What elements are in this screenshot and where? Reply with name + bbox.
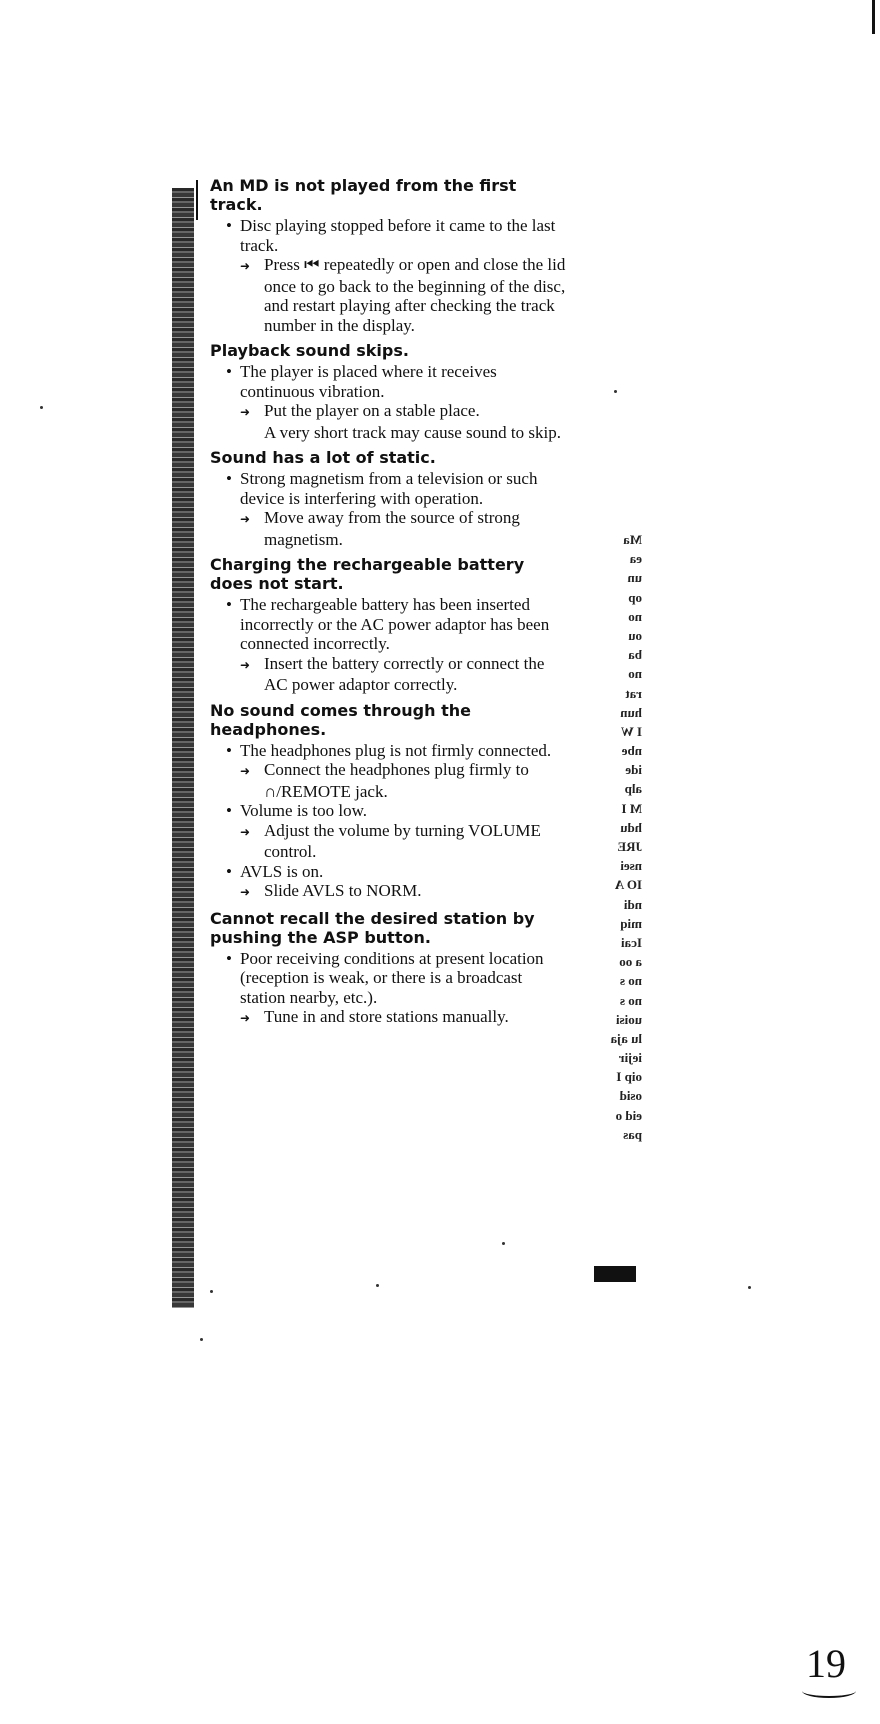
bleed-through-line: pas (623, 1126, 642, 1142)
bleed-through-line: M I (621, 800, 642, 816)
binding-edge-line (196, 180, 198, 220)
scan-speck (502, 1242, 505, 1245)
scan-speck (200, 1338, 203, 1341)
remedy-text: Tune in and store stations manually. (264, 1007, 509, 1026)
remedy-item (200, 821, 570, 862)
cause-text: The headphones plug is not firmly connected. (240, 740, 552, 760)
remedy-item (200, 1007, 570, 1029)
cause-text: Strong magnetism from a television or such device is interfering with operation. (240, 469, 538, 508)
remedy-item (200, 401, 570, 423)
bleed-through-line: hdu (620, 819, 642, 835)
bleed-through-line: ndi (623, 896, 642, 912)
bleed-through-line: no s (619, 992, 642, 1008)
remedy-text: Connect the headphones plug firmly to ∩/REMOTE jack. (264, 760, 529, 801)
problem-heading: An MD is not played from the first track. (210, 176, 517, 214)
cause-text: AVLS is on. (240, 861, 324, 881)
bullet-mark: • (226, 469, 232, 488)
cause-item (200, 595, 570, 654)
remedy-item (200, 508, 570, 549)
remedy-item (200, 760, 570, 801)
problem-heading: Playback sound skips. (210, 341, 409, 360)
scan-speck (210, 1290, 213, 1293)
remedy-note: A very short track may cause sound to skip. (264, 422, 561, 442)
arrow-right-icon: ➜ (240, 885, 251, 899)
trouble-section (200, 555, 570, 695)
scan-edge-mark (872, 0, 875, 34)
scan-speck (748, 1286, 751, 1289)
bleed-through-line: a oo (619, 954, 642, 970)
bleed-through-line: iejir (618, 1050, 642, 1066)
bleed-through-text (592, 530, 642, 1144)
remedy-text: Insert the battery correctly or connect the AC power adaptor correctly. (264, 653, 545, 694)
problem-heading: Sound has a lot of static. (210, 448, 436, 467)
arrow-right-icon: ➜ (240, 1011, 251, 1025)
cause-item (200, 469, 570, 508)
bleed-through-line: nsei (620, 858, 642, 874)
binding-edge (172, 188, 194, 1308)
cause-item (200, 741, 570, 761)
page-number-underline (802, 1684, 856, 1698)
trouble-section (200, 341, 570, 442)
bullet-mark: • (226, 801, 232, 820)
bleed-through-line: miq (620, 915, 642, 931)
remedy-item (200, 654, 570, 695)
trouble-section (200, 909, 570, 1029)
trouble-section (200, 701, 570, 903)
bleed-through-line: osid (619, 1088, 642, 1104)
bullet-mark: • (226, 948, 232, 968)
bleed-through-line: eid o (615, 1107, 642, 1123)
cause-text: The rechargeable battery has been inserted incorrectly or the AC power adaptor has been connected incorrectly. (240, 595, 550, 653)
cause-item (200, 362, 570, 401)
bleed-through-line: JRE (617, 839, 642, 854)
arrow-right-icon: ➜ (240, 657, 251, 672)
trouble-section (200, 176, 570, 335)
remedy-item (200, 881, 570, 903)
remedy-text: Slide AVLS to NORM. (264, 881, 422, 900)
bleed-through-line: no (628, 666, 642, 682)
scan-speck (376, 1284, 379, 1287)
problem-heading: Charging the rechargeable battery does not start. (210, 555, 525, 593)
bleed-through-line: I W (620, 723, 642, 739)
bleed-through-line: hun (620, 704, 642, 720)
bleed-through-line: ou (628, 627, 642, 643)
arrow-right-icon: ➜ (240, 405, 251, 419)
arrow-right-icon: ➜ (240, 259, 251, 273)
scan-speck (614, 390, 617, 393)
bleed-through-line: Icai (621, 934, 642, 950)
bleed-through-line: oip I (616, 1069, 642, 1085)
remedy-text: Put the player on a stable place. (264, 401, 480, 420)
bleed-through-line: op (628, 589, 642, 605)
cause-item (200, 949, 570, 1008)
arrow-right-icon: ➜ (240, 764, 251, 778)
bleed-through-line: un (627, 570, 642, 586)
cause-item (200, 862, 570, 882)
bleed-through-line: lu aja (610, 1030, 642, 1046)
bleed-through-line: ba (628, 647, 642, 663)
bleed-through-line: Ma (623, 532, 642, 547)
remedy-text: Adjust the volume by turning VOLUME control. (264, 820, 541, 861)
remedy-text: Move away from the source of strong magnetism. (264, 508, 520, 549)
bleed-through-line: ide (625, 762, 642, 778)
problem-heading: No sound comes through the headphones. (210, 700, 471, 739)
bleed-through-line: no (628, 608, 642, 624)
bleed-through-line: ea (629, 551, 642, 567)
arrow-right-icon: ➜ (240, 512, 251, 526)
bullet-mark: • (226, 595, 232, 614)
cause-item (200, 801, 570, 821)
remedy-text: Press ⏮ repeatedly or open and close the lid once to go back to the beginning of the disc, and restart playing after checking the track number in the display. (264, 255, 566, 335)
cause-item (200, 216, 570, 255)
bleed-through-line: rat (625, 685, 642, 701)
bleed-through-line: uoisi (615, 1011, 642, 1027)
bullet-mark: • (226, 861, 232, 881)
cause-text: Volume is too low. (240, 801, 368, 820)
bleed-through-line: IO A (614, 877, 642, 893)
bleed-through-line: alp (624, 781, 642, 797)
troubleshooting-list (200, 176, 570, 1035)
problem-heading: Cannot recall the desired station by pushing the ASP button. (210, 908, 535, 947)
bleed-through-line: nbe (621, 743, 642, 759)
bleed-through-line: no s (619, 973, 642, 989)
page-number (806, 1640, 866, 1700)
scan-speck (40, 406, 43, 409)
bullet-mark: • (226, 740, 232, 760)
cause-text: The player is placed where it receives continuous vibration. (240, 362, 497, 401)
page-number-text: 19 (806, 1641, 846, 1686)
bleed-through-block (594, 1266, 636, 1282)
bullet-mark: • (226, 216, 232, 235)
trouble-section (200, 448, 570, 549)
arrow-right-icon: ➜ (240, 824, 251, 839)
cause-text: Poor receiving conditions at present location (reception is weak, or there is a broadcast station nearby, etc.). (240, 948, 544, 1007)
remedy-item (200, 255, 570, 335)
cause-text: Disc playing stopped before it came to the last track. (240, 216, 556, 255)
bullet-mark: • (226, 362, 232, 381)
